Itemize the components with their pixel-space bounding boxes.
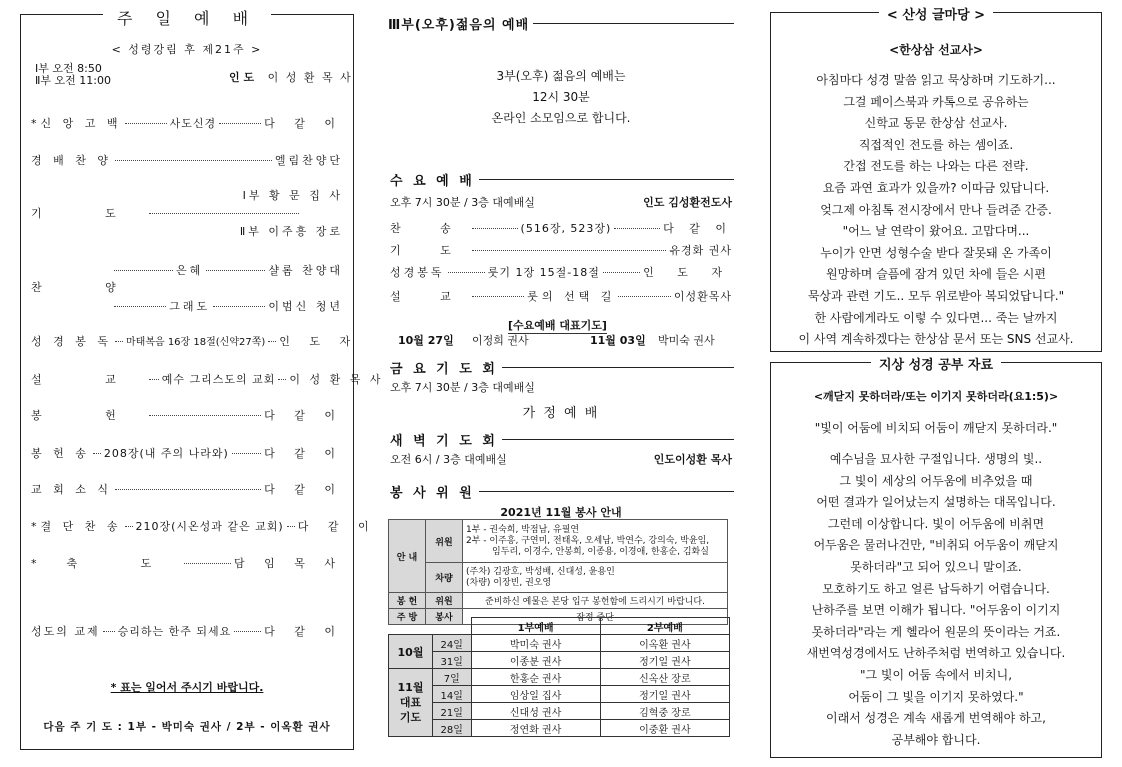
letter-line: 묵상과 관련 기도.. 모두 위로받아 복되었답니다." [807,288,1065,303]
order-label: 기 도 [390,244,469,257]
car-line: (주차) 김광호, 박성배, 신대성, 윤용인 [466,566,615,577]
order-end: 인 도 자 [279,335,359,348]
study-line: 어두움은 물러나건만, "비취되 어두움이 깨닫지 [813,538,1059,553]
first-service-time: Ⅰ부 오전 8:50 [35,62,102,75]
letter-line: "어느 날 연락이 왔어요. 고맙다며... [842,224,1030,239]
order-end: 샬롬 찬양대 [268,264,343,277]
letter-line: 엊그제 아침톡 전시장에서 만나 들려준 간증. [820,202,1052,217]
study-line: 새번역성경에서도 난하주처럼 번역하고 있습니다. [806,646,1066,661]
wednesday-info: 오후 7시 30분 / 3층 대예배실 [390,196,535,209]
duty-second: 이옥환 권사 [600,635,729,652]
dawn-heading [390,430,734,449]
duty-second: 정기일 권사 [600,652,729,669]
dawn-leader [654,451,732,467]
study-subtitle: <깨닫지 못하더라/또는 이기지 못하더라(요1:5)> [813,390,1059,403]
order-middle: 사도신경 [169,117,217,130]
youth-heading-text: Ⅲ부(오후)젊음의 예배 [388,18,530,33]
order-row-benediction [31,555,343,571]
order-label: 성 경 봉 독 [31,335,112,348]
youth-line: 12시 30분 [532,90,590,104]
kitchen-role: 봉사 [426,609,463,625]
duty-first: 한홍순 권사 [471,669,600,686]
order-row-choir1 [31,262,343,278]
wed-prayer-date1: 10월 27일 [398,334,454,347]
friday-info: 오후 7시 30분 / 3층 대예배실 [390,381,535,394]
wednesday-heading-text: 수 요 예 배 [390,174,475,189]
duty-date: 24일 [433,635,472,652]
letter-line: 간접 전도를 하는 나와는 다른 전략. [843,159,1029,174]
order-label: *결 단 찬 송 [31,520,122,533]
study-body [771,449,1101,751]
wed-row-sermon [390,288,732,304]
service-heading [390,482,734,501]
order-label: 찬 송 [390,222,469,235]
order-end: 다 같 이 [264,447,343,460]
order-label: 경 배 찬 양 [31,154,112,167]
letter-body [771,70,1101,351]
wed-prayer-heading: [수요예배 대표기도] [508,319,607,332]
order-middle: 그래도 [169,300,211,313]
member-line: 1부 - 권숙희, 박점남, 유필연 [466,524,580,535]
study-line: "그 빛이 어둠 속에서 비치니, [859,667,1013,682]
next-week-prayer: 다음 주 기 도 : 1부 - 박미숙 권사 / 2부 - 이옥환 권사 [43,721,331,733]
order-middle: 은혜 [176,264,204,277]
letter-line: 아침마다 성경 말씀 읽고 묵상하며 기도하기... [816,73,1056,87]
friday-heading-text: 금 요 기 도 회 [390,362,498,377]
friday-note: 가 정 예 배 [522,406,600,421]
order-row-fellowship [31,623,343,639]
order-label: 기 도 [31,207,146,220]
car-line: (차량) 이장빈, 권오영 [466,577,552,588]
study-title: 지상 성경 공부 자료 [871,358,1001,373]
order-end: 이범신 청년 [268,300,343,313]
order-row-praise [31,152,343,168]
order-label-choir: 찬 양 [31,281,146,294]
order-end: 다 같 이 [264,483,343,496]
wednesday-heading [390,170,734,189]
sunday-subtitle: < 성령강림 후 제21주 > [111,43,263,56]
offering-label: 봉 헌 [389,593,426,609]
study-quote: "빛이 어둠에 비치되 어둠이 깨닫지 못하더라." [814,421,1058,435]
duty-date: 14일 [433,686,472,703]
letter-subtitle: <한상삼 선교사> [889,43,983,57]
leader-label: 인 도 [229,71,255,84]
car-cell [463,563,728,593]
order-row-reading [31,333,359,349]
sunday-leader [229,69,353,85]
order-row-offering [31,407,343,423]
study-line: 어둠이 그 빛을 이기지 못하였다." [848,689,1024,704]
youth-info [388,66,734,129]
letter-line: 그걸 페이스북과 카톡으로 공유하는 [843,94,1029,109]
duty-first: 정연화 권사 [471,720,600,737]
study-line: 못하더라"라는 게 헬라어 원문의 뜻이라는 거죠. [811,624,1061,639]
letter-line: 요즘 과연 효과가 있을까? 이따금 있답니다. [822,180,1050,195]
wed-row-prayer [390,242,732,258]
order-label: 성도의 교제 [31,625,100,638]
offering-text: 준비하신 예물은 본당 입구 봉헌함에 드리시기 바랍니다. [463,593,728,609]
order-end: 유경화 권사 [669,244,732,257]
order-end: 다 같 이 [264,117,344,130]
letter-line: 직접적인 전도를 하는 셈이죠. [858,137,1014,152]
order-end: 인 도 자 [643,266,733,279]
study-line: 공부해야 합니다. [891,732,981,747]
offering-role: 위원 [426,593,463,609]
order-label: 설 교 [390,290,469,303]
duty-second: 김혁중 장로 [600,703,729,720]
dawn-info: 오전 6시 / 3층 대예배실 [390,453,507,466]
order-end: 다 같 이 [264,409,343,422]
dawn-heading-text: 새 벽 기 도 회 [390,434,498,449]
letter-panel [770,8,1102,352]
kitchen-text: 잠정 중단 [463,609,728,625]
study-line: 어떤 결과가 일어났는지 설명하는 대목입니다. [816,495,1056,510]
order-middle: 예수 그리스도의 교회 [161,373,276,386]
prayer-first: Ⅰ부 황 문 집 사 [242,189,343,202]
duty-second: 정기일 권사 [600,686,729,703]
duty-first: 신대성 권사 [471,703,600,720]
order-middle: 승리하는 한주 되세요 [117,625,232,638]
car-label: 차량 [426,563,463,593]
order-row-offering-hymn [31,445,343,461]
dawn-leader-text: 인도이성환 목사 [653,453,732,466]
order-label: 성경봉독 [390,266,445,279]
friday-heading [390,358,734,377]
kitchen-label: 주 방 [389,609,426,625]
duty-header-second: 2부예배 [600,618,729,635]
letter-line: 원망하며 슬픔에 잠겨 있던 차에 들은 시편 [826,267,1046,282]
order-middle: 룻의 선택 길 [527,290,616,303]
order-label: 설 교 [31,373,146,386]
duty-date: 7일 [433,669,472,686]
duty-second: 이중환 권사 [600,720,729,737]
middle-column [388,10,734,760]
order-end: 담 임 목 사 [234,557,343,570]
worship-times [35,63,111,87]
order-end: 엘림찬양단 [274,154,343,167]
order-label: *축 도 [31,557,182,570]
member-line: 2부 - 이주흥, 구연미, 전태옥, 오세남, 박연수, 강의숙, 박윤임, [466,535,710,546]
study-line: 그 빛이 세상의 어두움에 비추었을 때 [839,473,1033,488]
order-middle: 마태복음 16장 18절(신약27쪽) [126,337,266,348]
wed-prayer-name2: 박미숙 권사 [658,334,715,347]
wed-prayer-name1: 이정희 권사 [472,334,529,347]
order-end: 이 성 환 목 사 [289,373,384,386]
order-row-creed [31,115,343,131]
service-table [388,519,728,625]
letter-title: < 산성 글마당 > [879,8,993,23]
duty-month-nov: 11월 대표 기도 [389,669,433,737]
youth-line: 3부(오후) 젊음의 예배는 [496,69,626,83]
order-middle: (516장, 523장) [520,222,612,235]
order-end: 이성환목사 [673,290,733,303]
order-row-news [31,481,343,497]
order-end: 다 같 이 [297,520,377,533]
sunday-worship-panel [20,9,384,750]
order-row-prayer [31,205,343,221]
duty-month-oct: 10월 [389,635,433,669]
order-label: 봉 헌 [31,409,146,422]
member-cell [463,520,728,563]
youth-line: 온라인 소모임으로 합니다. [491,111,631,125]
order-end: 다 같 이 [663,222,733,235]
study-panel [770,358,1102,758]
service-table-title: 2021년 11월 봉사 안내 [500,506,622,519]
study-line: 이래서 성경은 계속 새롭게 번역해야 하고, [826,711,1046,726]
study-line: 못하더라"고 되어 있으니 말이죠. [850,559,1022,574]
second-service-time: Ⅱ부 오전 11:00 [35,74,111,87]
sunday-worship-title: 주 일 예 배 [103,9,271,28]
wed-row-reading [390,264,732,280]
order-row-choir2 [31,298,343,314]
duty-first: 임상일 집사 [471,686,600,703]
study-line: 예수님을 묘사한 구절입니다. 생명의 빛.. [829,452,1043,466]
wednesday-leader: 인도 김성환전도사 [643,196,732,209]
letter-line: 한 사람에게라도 이렇 수 있다면... 죽는 날까지 [814,310,1058,325]
duty-header-first: 1부예배 [471,618,600,635]
order-middle: 룻기 1장 15절-18절 [487,266,600,279]
prayer-second: Ⅱ부 이주흥 장로 [239,225,343,238]
duty-table [388,617,730,737]
leader-name: 이 성 환 목 사 [267,71,353,84]
wed-prayer-date2: 11월 03일 [590,334,646,347]
order-row-sermon [31,371,384,387]
service-heading-text: 봉 사 위 원 [390,486,475,501]
letter-line: 누이가 안면 성형수술 받다 잘못돼 온 가족이 [820,245,1052,260]
study-line: 난하주를 보면 이해가 됩니다. "어두움이 이기지 [811,603,1061,618]
study-line: 그런데 이상합니다. 빛이 어두움에 비취면 [827,516,1045,531]
letter-line: 신학교 동문 한상삼 선교사. [864,116,1008,131]
letter-line: 이 사역 계속하겠다는 한상삼 문서 또는 SNS 선교사. [798,332,1074,347]
guide-label: 안 내 [389,520,426,593]
order-end: 다 같 이 [264,625,343,638]
order-row-commitment-hymn [31,518,377,534]
duty-date: 31일 [433,652,472,669]
standing-note: * 표는 일어서 주시기 바랍니다. [110,681,264,694]
duty-second: 신옥산 장로 [600,669,729,686]
member-line: 임두리, 이경수, 안봉희, 이종용, 이경애, 한홍순, 김화실 [492,546,709,557]
wed-row-hymn [390,220,732,236]
order-label: 봉 헌 송 [31,447,90,460]
study-line: 모호하기도 하고 얼른 납득하기 어렵습니다. [822,581,1050,596]
duty-date: 21일 [433,703,472,720]
order-label: *신 앙 고 백 [31,117,122,130]
youth-heading [388,14,734,33]
duty-first: 박미숙 권사 [471,635,600,652]
order-middle: 210장(시온성과 같은 교회) [135,520,284,533]
duty-first: 이종분 권사 [471,652,600,669]
member-label: 위원 [426,520,463,563]
order-middle: 208장(내 주의 나라와) [103,447,229,460]
order-label: 교 회 소 식 [31,483,112,496]
duty-date: 28일 [433,720,472,737]
